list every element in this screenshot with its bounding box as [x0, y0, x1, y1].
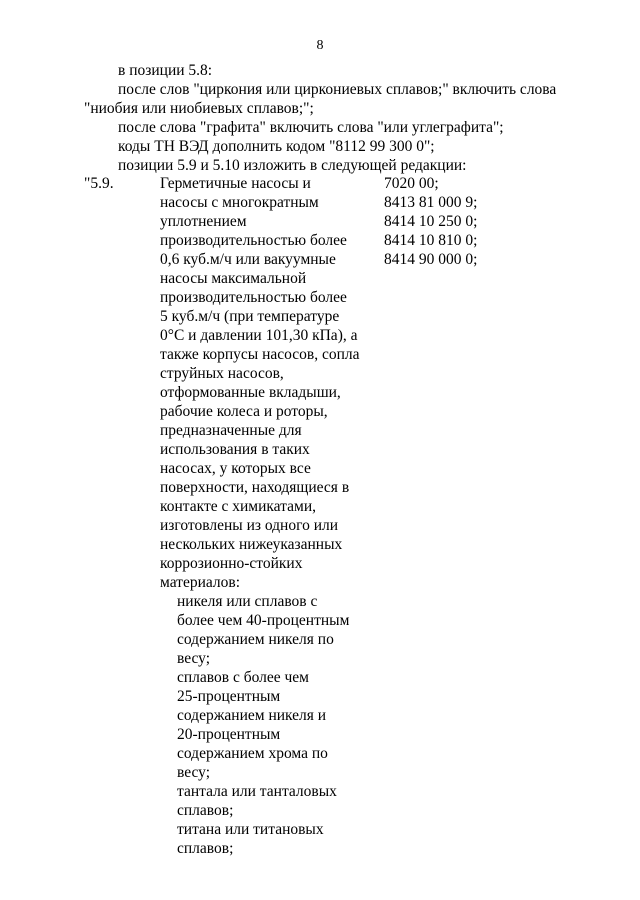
intro-line: позиции 5.9 и 5.10 изложить в следующей редакции: — [118, 157, 467, 174]
page-number: 8 — [316, 38, 324, 53]
code-line: 8413 81 000 9; — [384, 194, 478, 211]
description-line: нескольких нижеуказанных — [160, 536, 343, 553]
description-line: производительностью более — [160, 289, 347, 306]
material-line: никеля или сплавов с — [177, 593, 318, 610]
material-line: весу; — [177, 764, 211, 781]
material-line: содержанием хрома по — [177, 745, 328, 762]
material-line: содержанием никеля по — [177, 631, 334, 648]
description-line: насосы максимальной — [160, 270, 307, 287]
material-line: более чем 40-процентным — [177, 612, 350, 629]
code-line: 8414 10 250 0; — [384, 213, 478, 230]
material-line: тантала или танталовых — [177, 783, 337, 800]
description-line: насосы с многократным — [160, 194, 319, 211]
description-line: Герметичные насосы и — [160, 175, 311, 192]
description-line: рабочие колеса и роторы, — [160, 403, 328, 420]
description-line: 0,6 куб.м/ч или вакуумные — [160, 251, 336, 268]
code-line: 8414 90 000 0; — [384, 251, 478, 268]
description-line: также корпусы насосов, сопла — [160, 346, 360, 363]
material-line: титана или титановых — [177, 821, 324, 838]
description-line: струйных насосов, — [160, 365, 284, 382]
intro-line: коды ТН ВЭД дополнить кодом "8112 99 300 0"; — [118, 138, 435, 155]
description-line: коррозионно-стойких — [160, 555, 303, 572]
description-line: материалов: — [160, 574, 241, 591]
description-line: контакте с химикатами, — [160, 498, 316, 515]
description-line: отформованные вкладыши, — [160, 384, 341, 401]
code-line: 8414 10 810 0; — [384, 232, 478, 249]
description-line: 5 куб.м/ч (при температуре — [160, 308, 340, 325]
material-line: 25-процентным — [177, 688, 281, 705]
intro-line: после слова "графита" включить слова "или углеграфита"; — [118, 119, 504, 136]
material-line: весу; — [177, 650, 211, 667]
material-line: сплавов; — [177, 802, 234, 819]
description-line: производительностью более — [160, 232, 347, 249]
item-number: "5.9. — [84, 175, 114, 192]
description-line: поверхности, находящиеся в — [160, 479, 350, 496]
description-line: предназначенные для — [160, 422, 302, 439]
description-line: использования в таких — [160, 441, 310, 458]
material-line: содержанием никеля и — [177, 707, 327, 724]
intro-line: в позиции 5.8: — [118, 62, 213, 79]
material-line: сплавов; — [177, 840, 234, 857]
description-line: насосах, у которых все — [160, 460, 311, 477]
description-line: уплотнением — [160, 213, 247, 230]
intro-line: "ниобия или ниобиевых сплавов;"; — [84, 100, 314, 117]
intro-line: после слов "циркония или циркониевых сплавов;" включить слова — [118, 81, 557, 98]
code-line: 7020 00; — [384, 175, 439, 192]
material-line: сплавов с более чем — [177, 669, 309, 686]
material-line: 20-процентным — [177, 726, 281, 743]
description-line: изготовлены из одного или — [160, 517, 339, 534]
description-line: 0°C и давлении 101,30 кПа), а — [160, 327, 358, 344]
